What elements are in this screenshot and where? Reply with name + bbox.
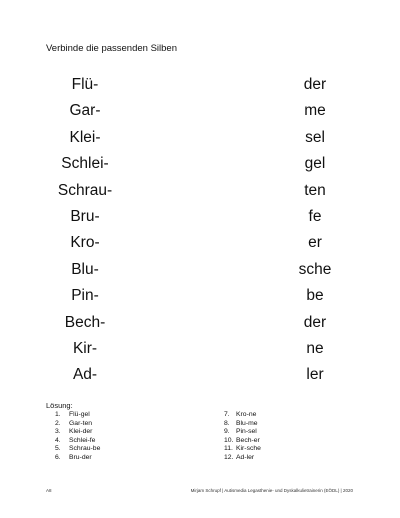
left-syllable: Klei-	[69, 128, 101, 146]
left-syllable: Flü-	[71, 76, 99, 93]
solution-item	[55, 445, 100, 454]
syllable-row	[0, 230, 400, 256]
syllable-row	[0, 362, 400, 388]
solution-number: 7.	[224, 411, 230, 418]
instruction-text: Verbinde die passenden Silben	[46, 43, 177, 54]
solution-number: 9.	[224, 428, 230, 436]
solution-number: 3.	[55, 428, 61, 436]
right-syllable: gel	[304, 155, 326, 173]
footer-credit: Mirjam Schrupf | Autismedia Legasthenie- und Dyskalkulietrainerin (EÖDL) | 2020	[190, 488, 353, 493]
right-syllable: fe	[308, 207, 322, 225]
solution-number: 12.	[224, 453, 234, 461]
solution-number: 4.	[55, 436, 61, 444]
solution-item	[224, 420, 261, 429]
solution-word: Flü-gel	[69, 411, 90, 418]
solution-number: 1.	[55, 411, 61, 418]
solution-word: Kir-sche	[236, 445, 261, 453]
left-syllable: Schrau-	[57, 181, 113, 199]
syllable-row	[0, 72, 400, 98]
solution-word: Gar-ten	[69, 419, 93, 427]
solution-word: Kro-ne	[236, 411, 257, 418]
solution-number: 8.	[224, 419, 230, 427]
right-syllable: me	[304, 102, 326, 120]
left-syllable: Bech-	[64, 313, 106, 331]
solution-word: Bech-er	[236, 436, 260, 444]
syllable-row	[0, 98, 400, 124]
page-label: A8	[46, 488, 52, 493]
syllable-row	[0, 283, 400, 309]
syllable-row	[0, 125, 400, 151]
left-syllable: Kir-	[72, 339, 98, 357]
right-syllable: sche	[298, 260, 332, 278]
solution-word: Schrau-be	[69, 445, 101, 453]
right-syllable: der	[303, 313, 327, 331]
right-syllable: be	[306, 287, 324, 305]
solution-number: 5.	[55, 445, 61, 453]
solution-item	[55, 420, 100, 429]
solution-list-left	[55, 411, 100, 463]
solution-word: Blu-me	[236, 419, 258, 427]
left-syllable: Pin-	[71, 287, 99, 305]
syllable-row	[0, 257, 400, 283]
solution-item	[224, 428, 261, 437]
solution-word: Schlei-fe	[69, 436, 96, 444]
syllable-row	[0, 336, 400, 362]
left-syllable: Kro-	[70, 234, 100, 252]
right-syllable: der	[303, 76, 327, 93]
solution-number: 2.	[55, 419, 61, 427]
syllable-matching-area	[0, 72, 400, 389]
right-syllable: ten	[304, 181, 326, 199]
left-syllable: Schlei-	[61, 155, 109, 173]
syllable-row	[0, 151, 400, 177]
left-syllable: Ad-	[72, 366, 98, 384]
solution-item	[55, 411, 100, 420]
left-syllable: Bru-	[70, 207, 100, 225]
solution-heading: Lösung:	[46, 401, 73, 410]
solution-item	[224, 437, 261, 446]
solution-item	[224, 411, 261, 420]
solution-word: Ad-ler	[236, 453, 255, 461]
left-syllable: Gar-	[69, 102, 101, 120]
solution-word: Pin-sel	[236, 428, 257, 436]
solution-item	[224, 454, 261, 463]
solution-list-right	[224, 411, 261, 463]
solution-item	[55, 428, 100, 437]
solution-word: Klei-der	[69, 428, 93, 436]
syllable-row	[0, 204, 400, 230]
solution-item	[224, 445, 261, 454]
solution-number: 6.	[55, 453, 61, 461]
solution-item	[55, 437, 100, 446]
solution-item	[55, 454, 100, 463]
right-syllable: er	[308, 234, 322, 252]
solution-word: Bru-der	[69, 453, 92, 461]
right-syllable: sel	[305, 128, 325, 146]
solution-number: 11.	[224, 445, 233, 453]
syllable-row	[0, 178, 400, 204]
left-syllable: Blu-	[71, 260, 99, 278]
solution-number: 10.	[224, 436, 234, 444]
right-syllable: ne	[306, 339, 324, 357]
syllable-row	[0, 310, 400, 336]
right-syllable: ler	[306, 366, 324, 384]
